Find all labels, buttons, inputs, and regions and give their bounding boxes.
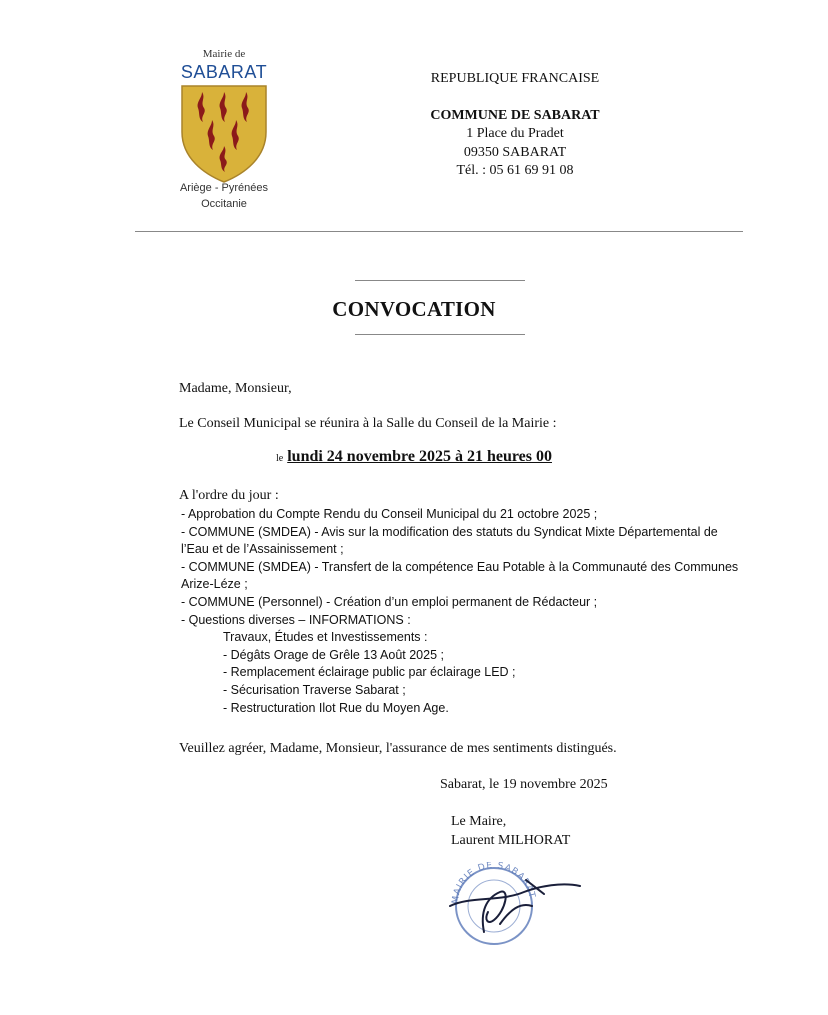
meeting-date-line	[0, 448, 828, 466]
phone-number: Tél. : 05 61 69 91 08	[456, 163, 574, 178]
logo-mairie-label: Mairie de	[202, 48, 246, 60]
agenda-list	[181, 506, 761, 717]
agenda-subitem: - Sécurisation Traverse Sabarat ;	[223, 682, 406, 697]
stamp-and-signature	[440, 862, 590, 947]
republic-label: REPUBLIQUE FRANCAISE	[430, 71, 600, 86]
salutation: Madame, Monsieur,	[179, 381, 292, 396]
logo-country-label: Occitanie	[201, 198, 247, 210]
agenda-item: - COMMUNE (SMDEA) - Avis sur la modification des statuts du Syndicat Mixte Départemental de	[181, 524, 718, 539]
agenda-subitem: - Dégâts Orage de Grêle 13 Août 2025 ;	[223, 647, 444, 662]
page-title: CONVOCATION	[332, 297, 496, 321]
agenda-item: - Approbation du Compte Rendu du Conseil Municipal du 21 octobre 2025 ;	[181, 507, 598, 521]
shield-icon	[178, 84, 270, 184]
intro-text: Le Conseil Municipal se réunira à la Salle du Conseil de la Mairie :	[179, 416, 557, 431]
agenda-heading: A l'ordre du jour :	[179, 488, 279, 503]
closing-formula: Veuillez agréer, Madame, Monsieur, l'assurance de mes sentiments distingués.	[179, 741, 617, 756]
meeting-date: lundi 24 novembre 2025 à 21 heures 00	[287, 448, 552, 465]
agenda-item: - COMMUNE (Personnel) - Création d’un emploi permanent de Rédacteur ;	[181, 594, 598, 609]
signature-icon	[450, 880, 580, 932]
agenda-item: Arize-Léze ;	[181, 577, 248, 592]
agenda-subitem: Travaux, Études et Investissements :	[223, 630, 428, 645]
logo-town-name: SABARAT	[180, 62, 268, 82]
place-date: Sabarat, le 19 novembre 2025	[440, 777, 608, 792]
agenda-subitem: - Restructuration Ilot Rue du Moyen Age.	[223, 700, 449, 715]
commune-name: COMMUNE DE SABARAT	[430, 107, 600, 123]
header-divider	[135, 231, 743, 232]
date-prefix: le	[276, 453, 284, 464]
title-rule-top	[355, 280, 525, 281]
letterhead-address	[400, 70, 630, 181]
signatory-role: Le Maire,	[451, 814, 507, 829]
agenda-item: - Questions diverses – INFORMATIONS :	[181, 612, 411, 627]
agenda-subitem: - Remplacement éclairage public par éclairage LED ;	[223, 665, 516, 680]
street-address: 1 Place du Pradet	[466, 126, 564, 141]
signatory-name: Laurent MILHORAT	[451, 833, 571, 848]
official-stamp-icon	[440, 862, 590, 947]
agenda-item: - COMMUNE (SMDEA) - Transfert de la compétence Eau Potable à la Communauté des Communes	[181, 559, 739, 574]
coat-of-arms-logo	[176, 48, 272, 214]
title-rule-bottom	[355, 334, 525, 335]
postal-city: 09350 SABARAT	[463, 144, 567, 160]
agenda-item: l’Eau et de l’Assainissement ;	[181, 542, 344, 557]
stamp-text: MAIRIE DE SABARAT	[450, 862, 537, 905]
logo-region-label: Ariège - Pyrénées	[179, 182, 269, 194]
